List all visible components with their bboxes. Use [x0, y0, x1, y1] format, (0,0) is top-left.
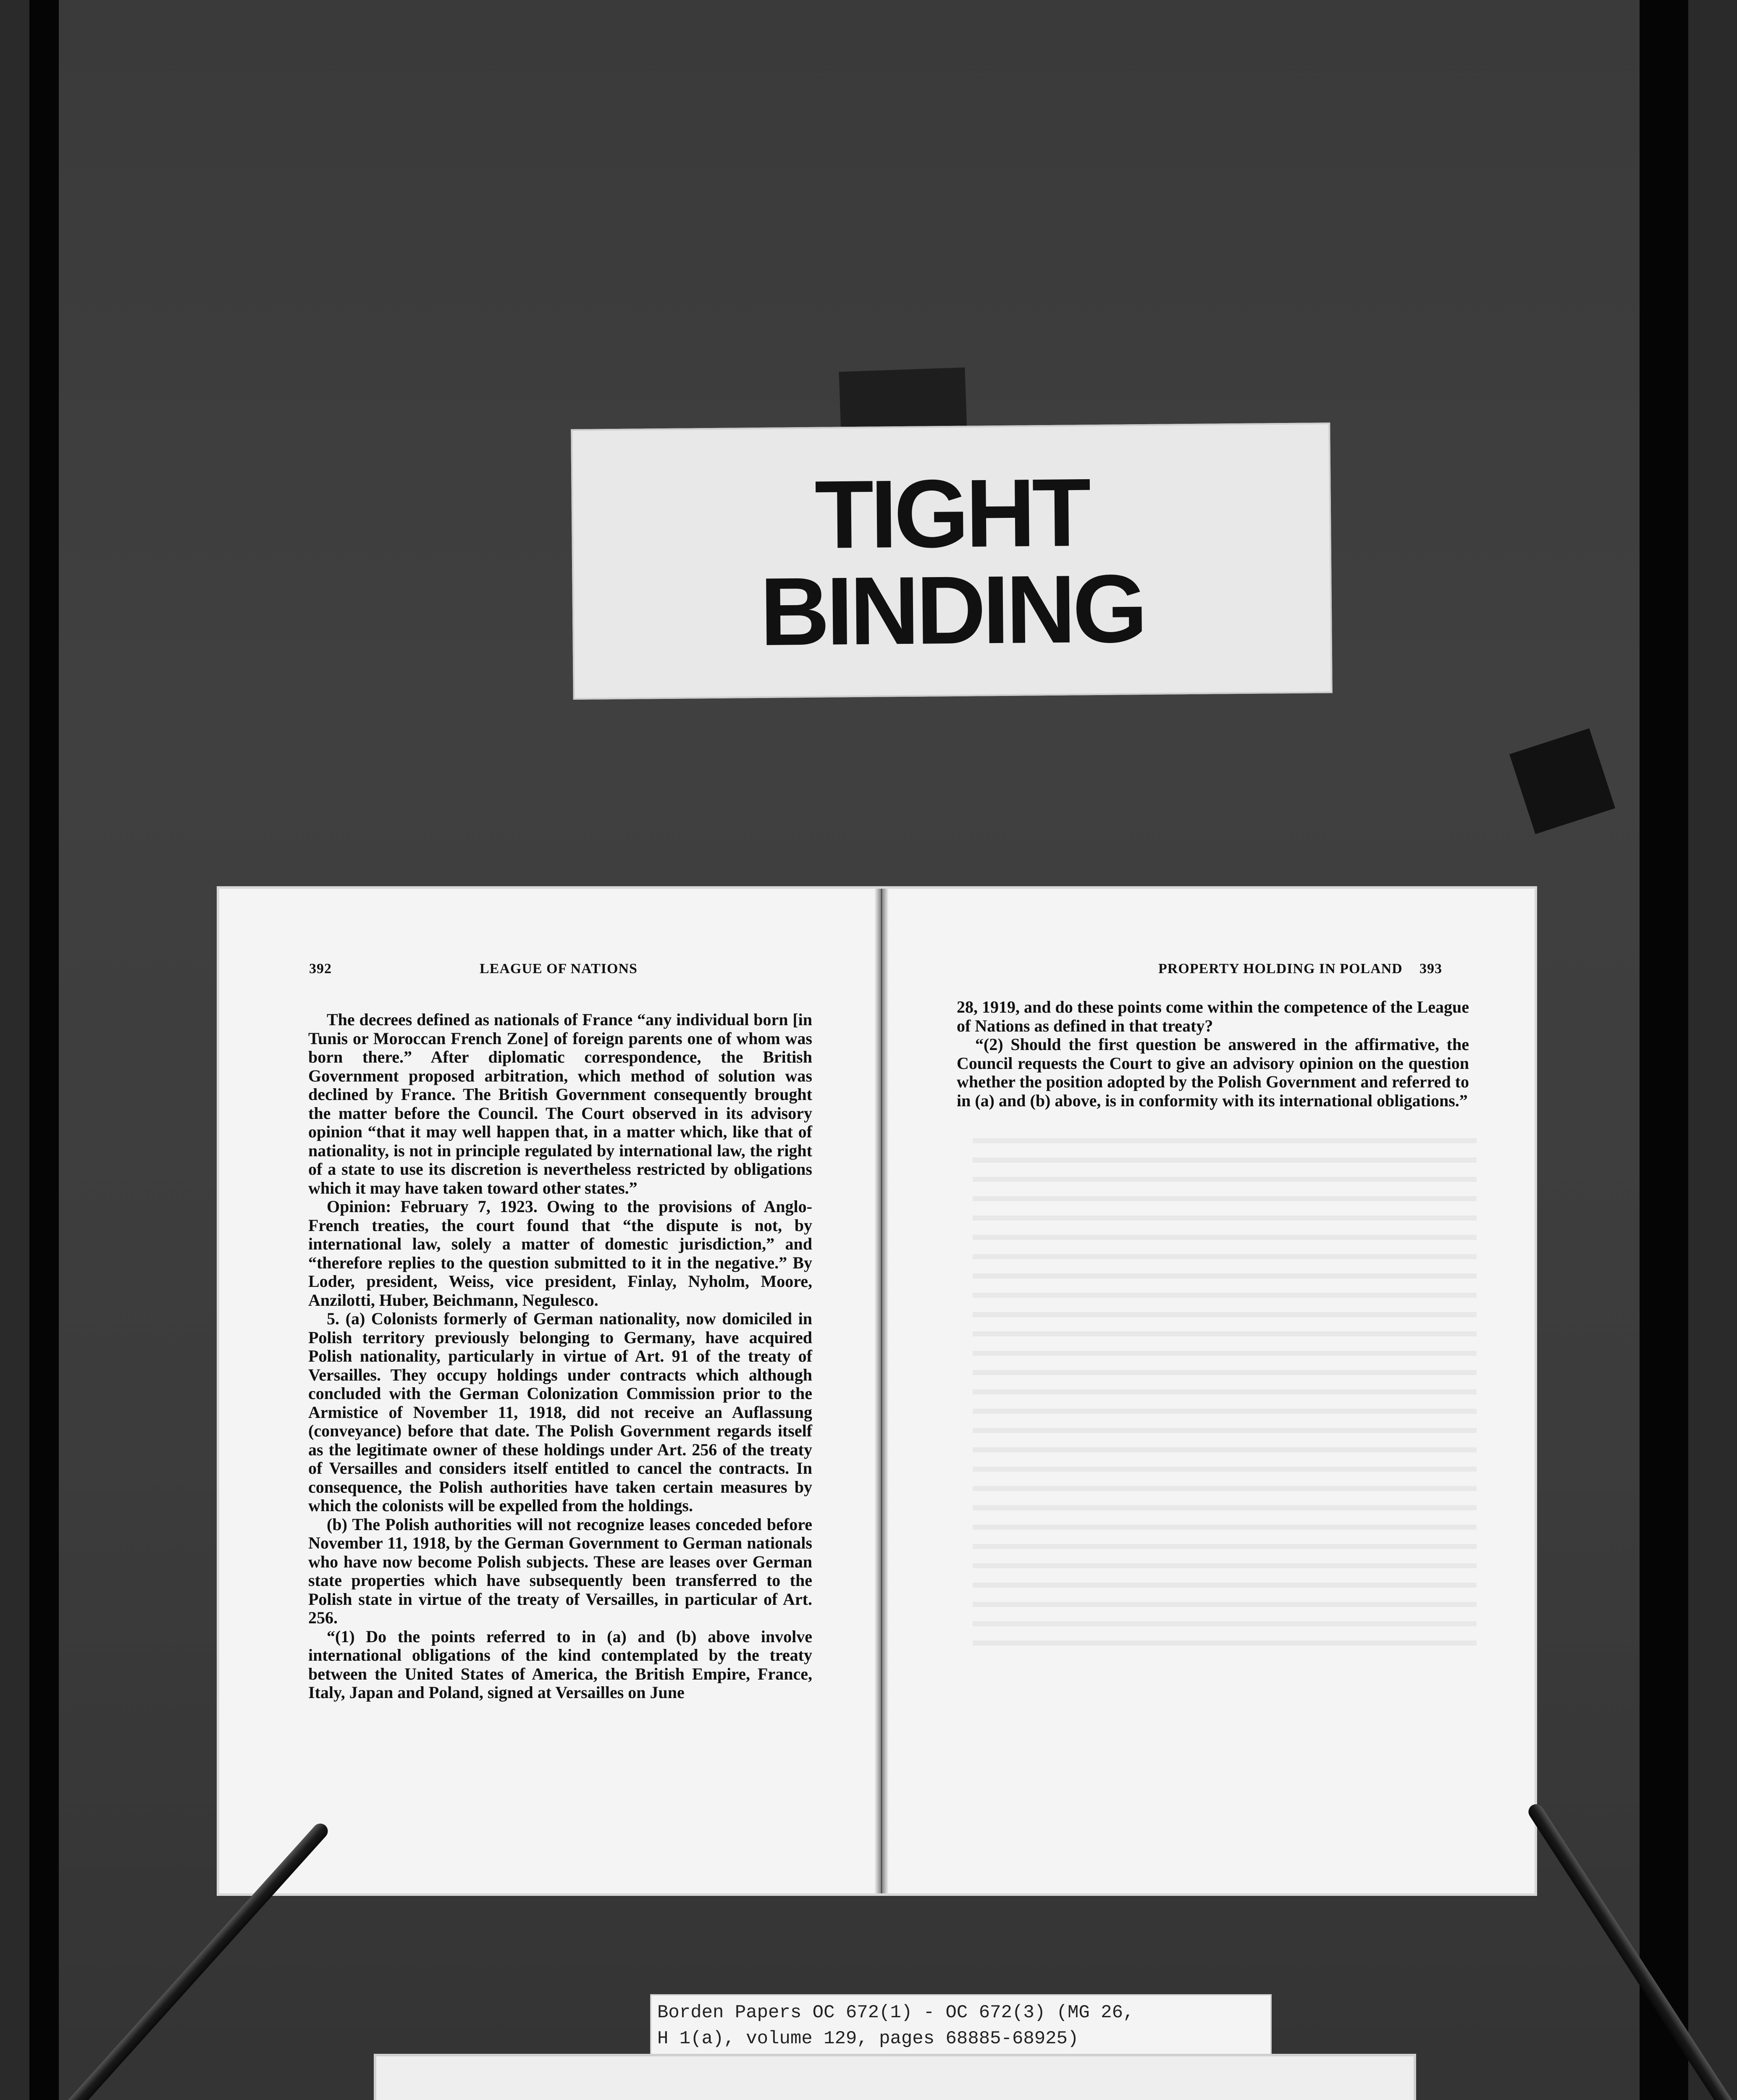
right-page-body: [957, 998, 1469, 1110]
right-page: [889, 889, 1535, 1893]
film-edge-right: [1640, 0, 1688, 2100]
paragraph: (b) The Polish authorities will not recognize leases conceded before November 11, 1918, by the German Government to German nationals who have now become Polish subjects. These are leases over German state properties which have subsequently been transferred to the Polish state in virtue of the treaty of Versailles, in particular of Art. 256.: [308, 1515, 812, 1627]
book-gutter: [874, 889, 889, 1893]
bleed-through-text: [973, 1124, 1477, 1653]
right-running-head: PROPERTY HOLDING IN POLAND: [1158, 961, 1403, 976]
film-edge-left: [29, 0, 59, 2100]
paragraph: “(1) Do the points referred to in (a) and (b) above involve international obligations of the kind contemplated by the treaty between the United States of America, the British Empire, France, Italy, Japan and Poland, signed at Versailles on June: [308, 1627, 812, 1702]
left-page-number: 392: [309, 961, 332, 976]
tight-binding-card: [571, 423, 1333, 700]
left-page-body: [308, 1011, 812, 1702]
reel-label-line2: H 1(a), volume 129, pages 68885-68925): [657, 2028, 1079, 2049]
paragraph: 5. (a) Colonists formerly of German nationality, now domiciled in Polish territory previously belonging to Germany, have acquired Polish nationality, particularly in virtue of Art. 91 of the treaty of Versailles. They occupy holdings under contracts which although concluded with the German Colonization Commission prior to the Armistice of November 11, 1918, did not receive an Auflassung (conveyance) before that date. The Polish Government regards itself as the legitimate owner of these holdings under Art. 256 of the treaty of Versailles and considers itself entitled to cancel the contracts. In consequence, the Polish authorities have taken certain measures by which the colonists will be expelled from the holdings.: [308, 1309, 812, 1515]
tight-binding-line2: BINDING: [759, 554, 1145, 666]
right-page-number: 393: [1420, 961, 1442, 976]
tight-binding-line1: TIGHT: [814, 458, 1089, 569]
paragraph: Opinion: February 7, 1923. Owing to the provisions of Anglo-French treaties, the court found that “the dispute is not, by international law, solely a matter of domestic jurisdiction,” and “therefore replies to the question submitted to it in the negative.” By Loder, president, Weiss, vice president, Finlay, Nyholm, Moore, Anzilotti, Huber, Beichmann, Negulesco.: [308, 1197, 812, 1310]
paragraph: The decrees defined as nationals of France “any individual born [in Tunis or Moroccan French Zone] of foreign parents one of whom was born there.” After diplomatic correspondence, the British Government proposed arbitration, which method of solution was declined by France. The British Government consequently brought the matter before the Council. The Court observed in its advisory opinion “that it may well happen that, in a matter which, like that of nationality, is not in principle regulated by international law, the right of a state to use its discretion is nevertheless restricted by obligations which it may have taken toward other states.”: [308, 1010, 812, 1197]
reel-label-line1: Borden Papers OC 672(1) - OC 672(3) (MG 26,: [657, 2002, 1134, 2023]
reel-label: [650, 1994, 1272, 2060]
left-running-head: LEAGUE OF NATIONS: [480, 961, 638, 976]
paragraph: 28, 1919, and do these points come within the competence of the League of Nations as defined in that treaty?: [957, 998, 1469, 1035]
paragraph: “(2) Should the first question be answered in the affirmative, the Council requests the Court to give an advisory opinion on the question whether the position adopted by the Polish Government and referred to in (a) and (b) above, is in conformity with its international obligations.”: [957, 1035, 1469, 1110]
public-archives-card: [374, 2054, 1416, 2100]
tape-strip: [839, 368, 967, 435]
open-book: [219, 889, 1535, 1893]
left-page: [219, 889, 874, 1893]
